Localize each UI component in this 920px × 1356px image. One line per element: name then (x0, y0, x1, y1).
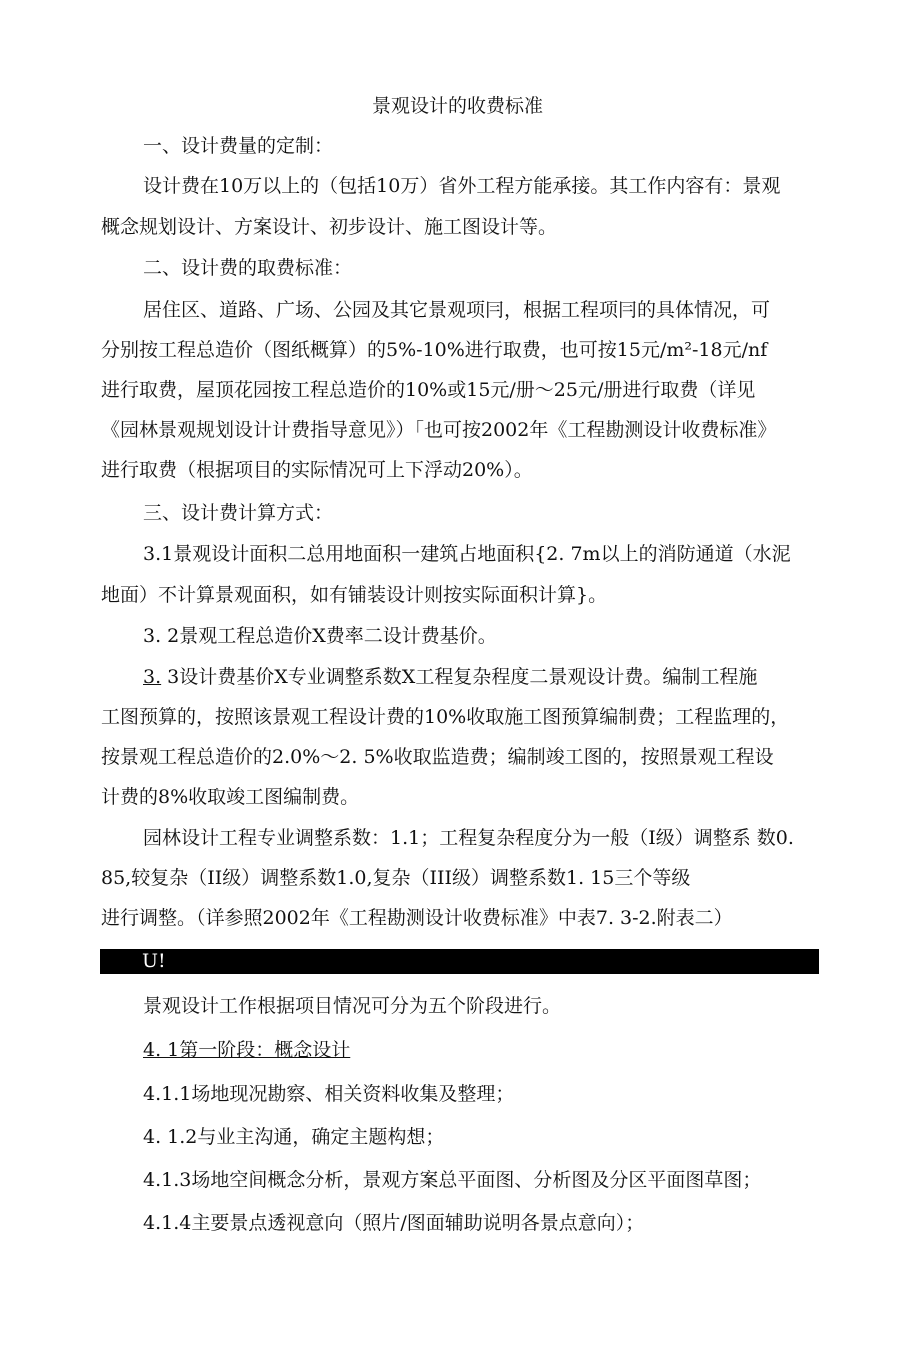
subsection-heading: 4. 1第一阶段：概念设计 (143, 1039, 351, 1061)
paragraph-line: 按景观工程总造价的2.0%～2. 5%收取监造费；编制竣工图的，按照景观工程设 (101, 746, 774, 768)
paragraph-line: 地面）不计算景观面积，如有铺装设计则按实际面积计算}。 (101, 584, 608, 606)
list-item: 4.1.1场地现况勘察、相关资料收集及整理； (143, 1083, 515, 1105)
paragraph-line: 居住区、道路、广场、公园及其它景观项冃，根据工程项冃的具体情况，可 (143, 299, 771, 321)
paragraph-line: 园林设计工程专业调整系数：1.1；工程复杂程度分为一般（I级）调整系 数0. (143, 827, 794, 849)
paragraph-text: 3设计费基价X专业调整系数X工程复杂程度二景观设计费。编制工程施 (161, 666, 758, 688)
paragraph-line: 计费的8%收取竣工图编制费。 (101, 786, 360, 808)
list-item: 4. 1.2与业主沟通，确定主题构想； (143, 1126, 445, 1148)
section-heading-2: 二、设计费的取费标准： (143, 257, 353, 279)
document-title: 景观设计的收费标准 (372, 95, 544, 117)
section-heading-4: U! (142, 950, 166, 972)
paragraph-line: 进行取费（根据项目的实际情况可上下浮动20%）。 (101, 459, 533, 481)
paragraph-line: 工图预算的，按照该景观工程设计费的10%收取施工图预算编制费；工程监理的， (101, 706, 790, 728)
section-heading-3: 三、设计费计算方式： (143, 502, 334, 524)
list-item: 4.1.3场地空间概念分析，景观方案总平面图、分析图及分区平面图草图； (143, 1169, 762, 1191)
paragraph-line: 分别按工程总造价（图纸概算）的5%-10%进行取费，也可按15元/m²-18元/nf (101, 339, 768, 361)
paragraph-line: 3. 2景观工程总造价X费率二设计费基价。 (143, 625, 497, 647)
section-heading-bar (100, 949, 819, 974)
paragraph-line: 进行调整。（详参照2002年《工程勘测设计收费标准》中表7. 3-2.附表二） (101, 907, 733, 929)
section-heading-1: 一、设计费量的定制： (143, 135, 334, 157)
underlined-number: 3. (143, 666, 162, 688)
paragraph-line: 景观设计工作根据项目情况可分为五个阶段进行。 (143, 995, 562, 1017)
paragraph-line: 设计费在10万以上的（包括10万）省外工程方能承接。其工作内容有：景观 (143, 175, 781, 197)
paragraph-line: 概念规划设计、方案设计、初步设计、施工图设计等。 (101, 216, 558, 238)
paragraph-line: 85,较复杂（II级）调整系数1.0,复杂（III级）调整系数1. 15三个等级 (101, 867, 691, 889)
paragraph-line: 3.1景观设计面积二总用地面积一建筑占地面积{2. 7m以上的消防通道（水泥 (143, 543, 791, 565)
paragraph-line (143, 664, 757, 690)
paragraph-line: 《园林景观规划设计计费指导意见》）「也可按2002年《工程勘测设计收费标准》 (101, 419, 777, 441)
list-item: 4.1.4主要景点透视意向（照片/图面辅助说明各景点意向）； (143, 1212, 645, 1234)
paragraph-line: 进行取费，屋顶花园按工程总造价的10%或15元/册～25元/册进行取费（详见 (101, 379, 756, 401)
